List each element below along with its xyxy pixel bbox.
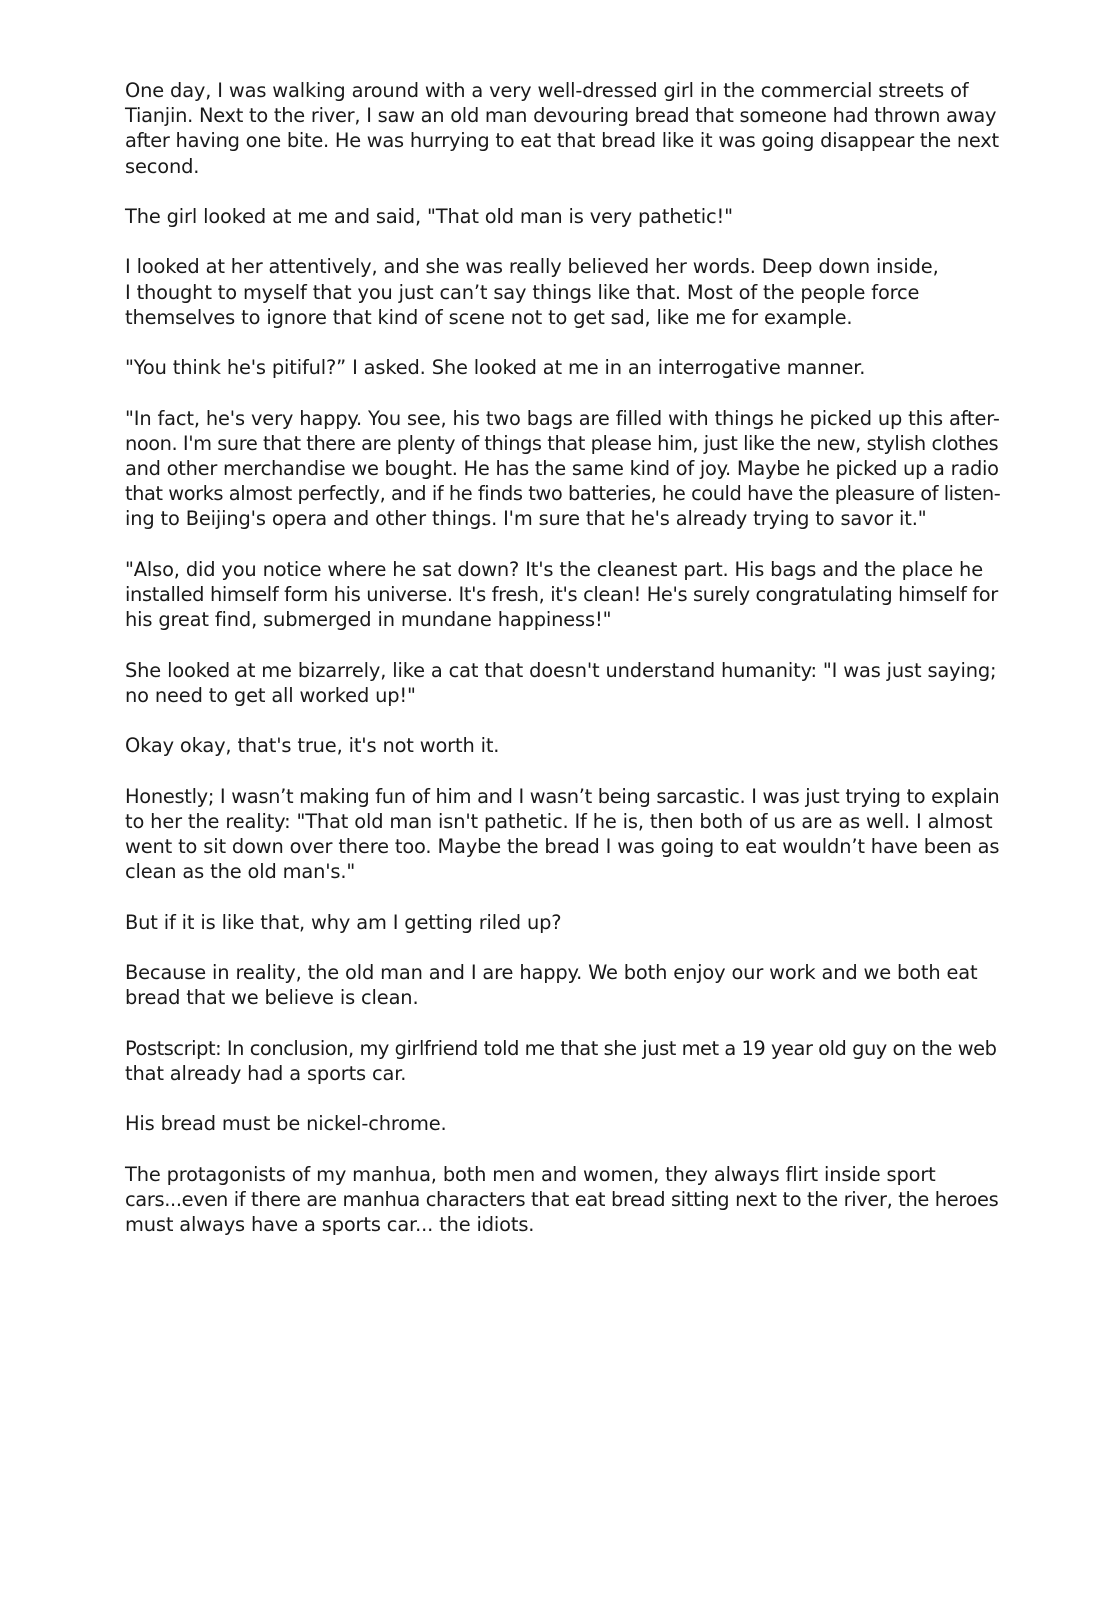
- paragraph-line: "You think he's pitiful?” I asked. She looked at me in an interrogative manner.: [125, 356, 866, 380]
- paragraph: [125, 1036, 1000, 1086]
- paragraph: [125, 254, 1000, 330]
- paragraph-line: his great find, submerged in mundane happiness!": [125, 608, 612, 632]
- paragraph-line: ing to Beijing's opera and other things. I'm sure that he's already trying to savor it.": [125, 507, 927, 531]
- paragraph-line: themselves to ignore that kind of scene not to get sad, like me for example.: [125, 305, 853, 329]
- paragraph: [125, 784, 1000, 885]
- paragraph: [125, 78, 1000, 179]
- paragraph-line: second.: [125, 154, 200, 178]
- paragraph-line: Tianjin. Next to the river, I saw an old man devouring bread that someone had thrown away: [125, 104, 997, 128]
- paragraph-line: bread that we believe is clean.: [125, 986, 419, 1010]
- paragraph-line: must always have a sports car... the idiots.: [125, 1212, 535, 1236]
- paragraph: [125, 406, 1000, 532]
- paragraph-line: One day, I was walking around with a very well-dressed girl in the commercial streets of: [125, 79, 969, 102]
- paragraph-line: noon. I'm sure that there are plenty of things that please him, just like the new, stylish clothes: [125, 431, 999, 455]
- paragraph-line: Okay okay, that's true, it's not worth it.: [125, 734, 500, 758]
- paragraph-line: that already had a sports car.: [125, 1061, 407, 1085]
- paragraph: [125, 960, 1000, 1010]
- paragraph-line: Honestly; I wasn’t making fun of him and I wasn’t being sarcastic. I was just trying to explain: [125, 784, 1000, 808]
- paragraph-line: I thought to myself that you just can’t say things like that. Most of the people force: [125, 280, 920, 304]
- paragraph: [125, 1111, 1000, 1136]
- paragraph-line: went to sit down over there too. Maybe the bread I was going to eat wouldn’t have been as: [125, 834, 1000, 858]
- paragraph-line: cars...even if there are manhua characters that eat bread sitting next to the river, the heroes: [125, 1187, 999, 1211]
- paragraph-line: Postscript: In conclusion, my girlfriend told me that she just met a 19 year old guy on the web: [125, 1036, 997, 1060]
- paragraph-line: clean as the old man's.": [125, 860, 356, 884]
- paragraph: [125, 557, 1000, 633]
- paragraph-line: installed himself form his universe. It's fresh, it's clean! He's surely congratulating himself for: [125, 582, 998, 606]
- paragraph-line: no need to get all worked up!": [125, 683, 416, 707]
- paragraph: [125, 658, 1000, 708]
- paragraph-line: I looked at her attentively, and she was really believed her words. Deep down inside,: [125, 255, 939, 279]
- document-body: [125, 78, 1000, 1262]
- paragraph-line: His bread must be nickel-chrome.: [125, 1112, 447, 1136]
- paragraph: [125, 733, 1000, 758]
- paragraph-line: and other merchandise we bought. He has the same kind of joy. Maybe he picked up a radio: [125, 456, 999, 480]
- paragraph-line: "In fact, he's very happy. You see, his two bags are filled with things he picked up this after-: [125, 406, 1000, 430]
- paragraph-line: "Also, did you notice where he sat down? It's the cleanest part. His bags and the place he: [125, 557, 983, 581]
- paragraph-line: The protagonists of my manhua, both men and women, they always flirt inside sport: [125, 1162, 936, 1186]
- paragraph: [125, 204, 1000, 229]
- paragraph-line: Because in reality, the old man and I are happy. We both enjoy our work and we both eat: [125, 960, 978, 984]
- paragraph-line: that works almost perfectly, and if he finds two batteries, he could have the pleasure of listen-: [125, 482, 1001, 506]
- paragraph: [125, 1162, 1000, 1238]
- paragraph: [125, 910, 1000, 935]
- paragraph-line: to her the reality: "That old man isn't pathetic. If he is, then both of us are as well. I almost: [125, 809, 993, 833]
- paragraph-line: She looked at me bizarrely, like a cat that doesn't understand humanity: "I was just saying;: [125, 658, 997, 682]
- paragraph: [125, 355, 1000, 380]
- paragraph-line: The girl looked at me and said, "That old man is very pathetic!": [125, 205, 733, 228]
- paragraph-line: after having one bite. He was hurrying to eat that bread like it was going disappear the next: [125, 129, 999, 153]
- paragraph-line: But if it is like that, why am I getting riled up?: [125, 910, 562, 934]
